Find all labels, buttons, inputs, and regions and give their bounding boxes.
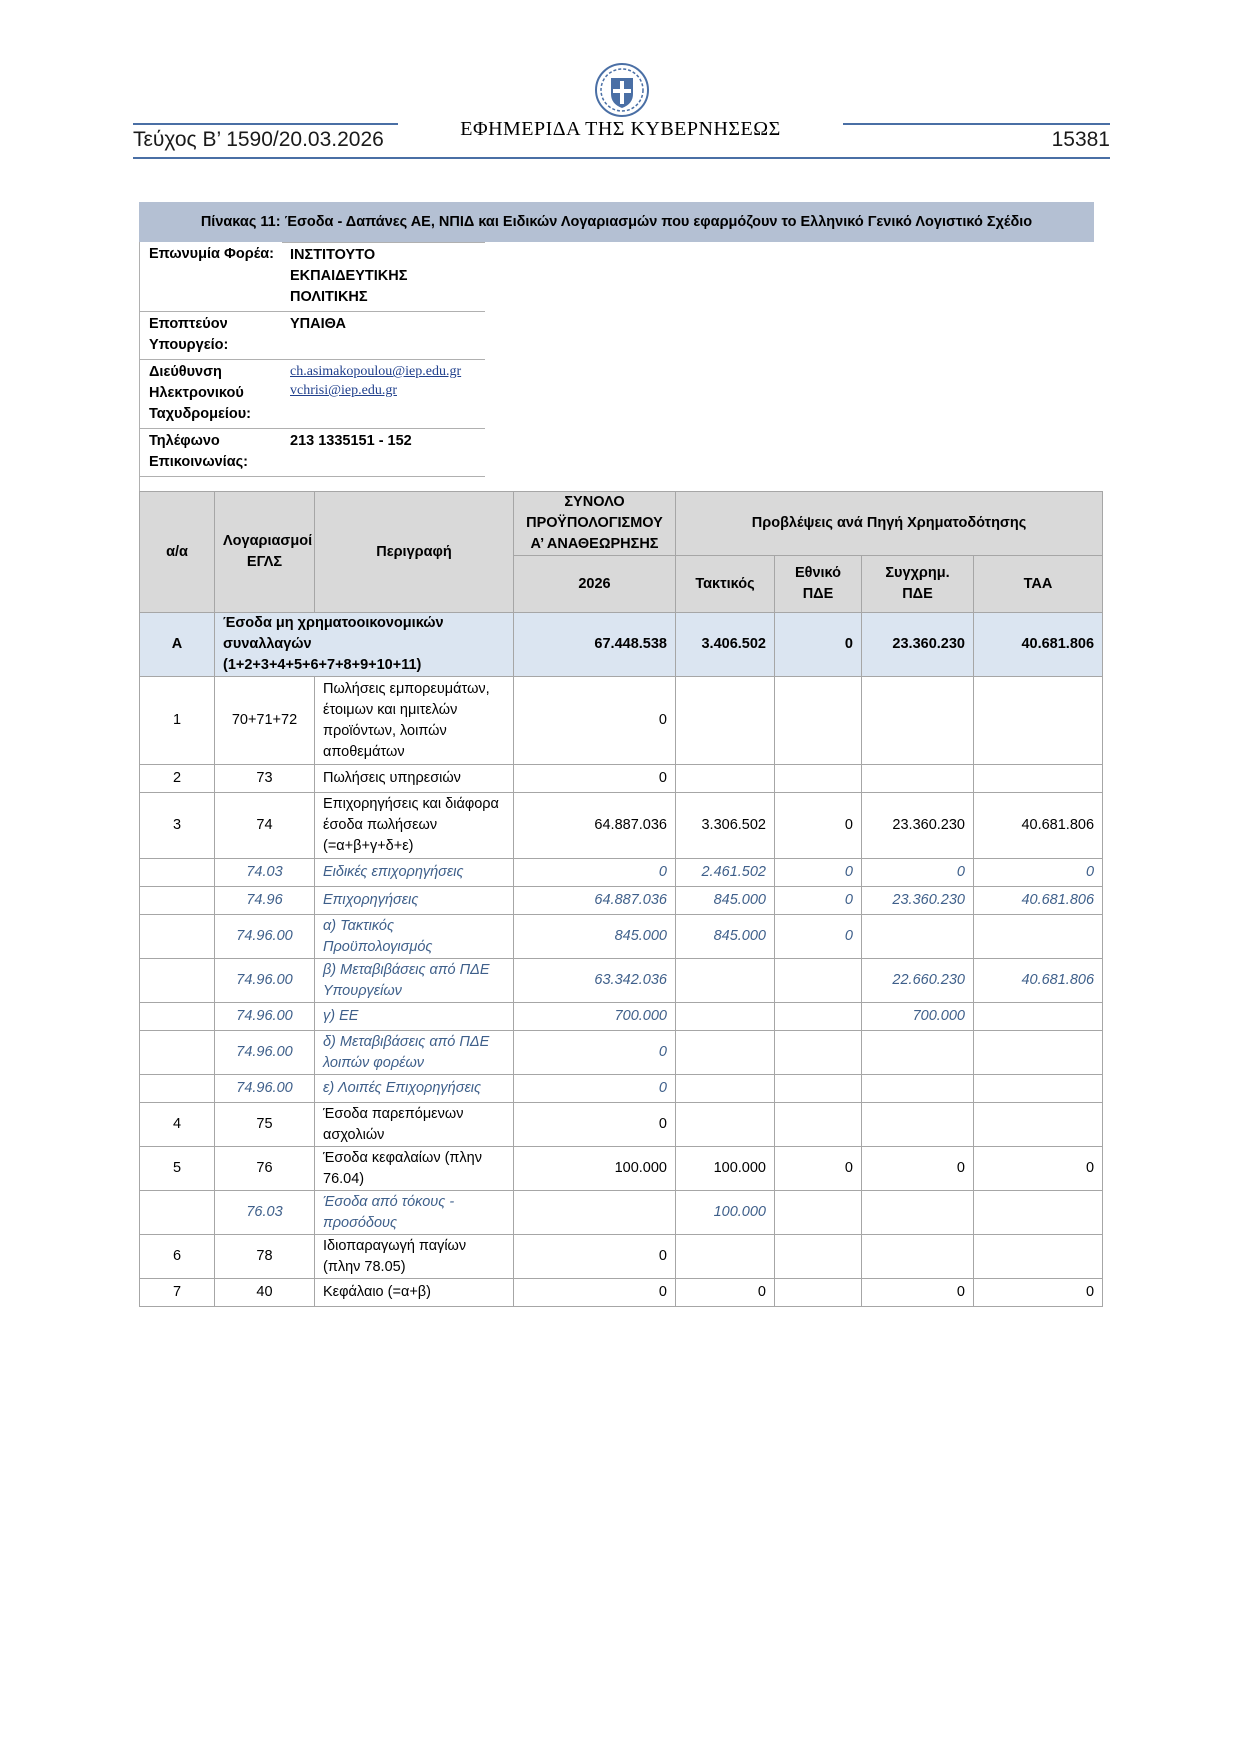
cell-aa: 1 <box>140 677 215 765</box>
cell-account: 76.03 <box>215 1191 315 1235</box>
column-header-cofunded-pde: Συγχρημ. ΠΔΕ <box>862 556 974 613</box>
table-row <box>140 1003 1103 1031</box>
info-row-phone <box>139 429 485 477</box>
table-row <box>140 1279 1103 1307</box>
cell-cofunded <box>862 1103 974 1147</box>
cell-account: 75 <box>215 1103 315 1147</box>
cell-regular: 2.461.502 <box>676 859 775 887</box>
cell-taa: 40.681.806 <box>974 613 1103 677</box>
cell-taa: 0 <box>974 1147 1103 1191</box>
cell-account: Έσοδα μη χρηματοοικονομικών συναλλαγών (1+2+3+4+5+6+7+8+9+10+11) <box>215 613 514 677</box>
cell-regular <box>676 1103 775 1147</box>
table-row <box>140 915 1103 959</box>
cell-cofunded <box>862 1191 974 1235</box>
cell-account: 74.96.00 <box>215 1003 315 1031</box>
cell-national <box>775 1075 862 1103</box>
cell-total: 64.887.036 <box>514 887 676 915</box>
column-header-accounts: Λογαριασμοί ΕΓΛΣ <box>215 492 315 613</box>
cell-total: 0 <box>514 1235 676 1279</box>
cell-taa: 40.681.806 <box>974 793 1103 859</box>
cell-regular <box>676 677 775 765</box>
table-row <box>140 959 1103 1003</box>
cell-national <box>775 1191 862 1235</box>
cell-national <box>775 765 862 793</box>
cell-aa <box>140 1031 215 1075</box>
cell-account: 73 <box>215 765 315 793</box>
cell-cofunded <box>862 1075 974 1103</box>
revenue-table <box>139 491 1103 1307</box>
cell-national <box>775 1103 862 1147</box>
cell-cofunded <box>862 915 974 959</box>
cell-account: 70+71+72 <box>215 677 315 765</box>
ministry-label: Εποπτεύον Υπουργείο: <box>149 316 229 353</box>
cell-cofunded: 0 <box>862 1147 974 1191</box>
cell-description: γ) ΕΕ <box>315 1003 514 1031</box>
entity-label: Επωνυμία Φορέα: <box>149 246 274 262</box>
cell-national <box>775 1235 862 1279</box>
cell-account: 74.96.00 <box>215 915 315 959</box>
cell-aa: 3 <box>140 793 215 859</box>
header-rule-bottom <box>133 157 1110 159</box>
cell-cofunded <box>862 1235 974 1279</box>
cell-cofunded: 0 <box>862 859 974 887</box>
info-row-entity <box>139 242 485 312</box>
cell-taa <box>974 1235 1103 1279</box>
column-header-taa: ΤΑΑ <box>974 556 1103 613</box>
cell-taa <box>974 1103 1103 1147</box>
cell-national: 0 <box>775 1147 862 1191</box>
cell-description: Έσοδα κεφαλαίων (πλην 76.04) <box>315 1147 514 1191</box>
phone-value: 213 1335151 - 152 <box>290 433 412 449</box>
cell-regular <box>676 1075 775 1103</box>
cell-description: Ιδιοπαραγωγή παγίων (πλην 78.05) <box>315 1235 514 1279</box>
cell-taa <box>974 677 1103 765</box>
cell-regular: 3.306.502 <box>676 793 775 859</box>
cell-aa: 7 <box>140 1279 215 1307</box>
cell-aa: 5 <box>140 1147 215 1191</box>
cell-aa: 4 <box>140 1103 215 1147</box>
cell-aa: Α <box>140 613 215 677</box>
cell-aa <box>140 915 215 959</box>
cell-account: 40 <box>215 1279 315 1307</box>
table-row <box>140 677 1103 765</box>
email-link-2[interactable]: vchrisi@iep.edu.gr <box>290 383 397 398</box>
cell-cofunded <box>862 765 974 793</box>
cell-total: 0 <box>514 1075 676 1103</box>
cell-taa <box>974 1031 1103 1075</box>
cell-national <box>775 1031 862 1075</box>
cell-description: ε) Λοιπές Επιχορηγήσεις <box>315 1075 514 1103</box>
cell-national: 0 <box>775 859 862 887</box>
cell-regular: 100.000 <box>676 1191 775 1235</box>
cell-account: 74.96.00 <box>215 1075 315 1103</box>
entity-info <box>139 242 485 477</box>
cell-aa <box>140 959 215 1003</box>
cell-national <box>775 959 862 1003</box>
table-row <box>140 887 1103 915</box>
info-row-ministry <box>139 312 485 360</box>
cell-description: Κεφάλαιο (=α+β) <box>315 1279 514 1307</box>
cell-taa <box>974 1075 1103 1103</box>
table-row <box>140 1147 1103 1191</box>
cell-national: 0 <box>775 613 862 677</box>
cell-description: β) Μεταβιβάσεις από ΠΔΕ Υπουργείων <box>315 959 514 1003</box>
cell-description: Έσοδα παρεπόμενων ασχολιών <box>315 1103 514 1147</box>
cell-account: 76 <box>215 1147 315 1191</box>
cell-regular: 0 <box>676 1279 775 1307</box>
entity-value: ΙΝΣΤΙΤΟΥΤΟ ΕΚΠΑΙΔΕΥΤΙΚΗΣ ΠΟΛΙΤΙΚΗΣ <box>282 242 485 311</box>
cell-description: Ειδικές επιχορηγήσεις <box>315 859 514 887</box>
cell-regular: 3.406.502 <box>676 613 775 677</box>
cell-cofunded: 23.360.230 <box>862 887 974 915</box>
cell-regular <box>676 1235 775 1279</box>
cell-account: 74.96 <box>215 887 315 915</box>
table-row <box>140 613 1103 677</box>
cell-taa: 0 <box>974 1279 1103 1307</box>
cell-total: 0 <box>514 1279 676 1307</box>
cell-taa: 40.681.806 <box>974 959 1103 1003</box>
page-number: 15381 <box>1051 128 1110 151</box>
column-header-description: Περιγραφή <box>315 492 514 613</box>
cell-national <box>775 677 862 765</box>
cell-aa <box>140 887 215 915</box>
cell-regular <box>676 1031 775 1075</box>
cell-total: 845.000 <box>514 915 676 959</box>
table-row <box>140 1103 1103 1147</box>
cell-aa <box>140 1191 215 1235</box>
cell-national: 0 <box>775 887 862 915</box>
cell-description: α) Τακτικός Προϋπολογισμός <box>315 915 514 959</box>
cell-regular: 845.000 <box>676 887 775 915</box>
cell-national: 0 <box>775 915 862 959</box>
cell-taa: 40.681.806 <box>974 887 1103 915</box>
cell-aa: 6 <box>140 1235 215 1279</box>
cell-cofunded <box>862 1031 974 1075</box>
cell-taa <box>974 1191 1103 1235</box>
column-header-national-pde: Εθνικό ΠΔΕ <box>775 556 862 613</box>
cell-total: 64.887.036 <box>514 793 676 859</box>
email-link-1[interactable]: ch.asimakopoulou@iep.edu.gr <box>290 364 462 379</box>
greek-coat-of-arms-icon <box>594 62 650 118</box>
cell-national: 0 <box>775 793 862 859</box>
cell-total: 0 <box>514 765 676 793</box>
info-row-email <box>139 360 485 429</box>
table-row <box>140 1235 1103 1279</box>
issue-reference: Τεύχος Β’ 1590/20.03.2026 <box>133 128 384 151</box>
cell-description: Επιχορηγήσεις και διάφορα έσοδα πωλήσεων (=α+β+γ+δ+ε) <box>315 793 514 859</box>
cell-regular <box>676 765 775 793</box>
column-header-regular: Τακτικός <box>676 556 775 613</box>
cell-national <box>775 1003 862 1031</box>
column-header-forecasts: Προβλέψεις ανά Πηγή Χρηματοδότησης <box>676 492 1103 556</box>
cell-account: 74 <box>215 793 315 859</box>
column-header-year: 2026 <box>514 556 676 613</box>
table-row <box>140 1191 1103 1235</box>
cell-national <box>775 1279 862 1307</box>
column-header-aa: α/α <box>140 492 215 613</box>
cell-total <box>514 1191 676 1235</box>
cell-aa <box>140 1075 215 1103</box>
cell-total: 67.448.538 <box>514 613 676 677</box>
cell-account: 78 <box>215 1235 315 1279</box>
ministry-value: ΥΠΑΙΘΑ <box>290 316 347 332</box>
gazette-title: ΕΦΗΜΕΡΙΔΑ ΤΗΣ ΚΥΒΕΡΝΗΣΕΩΣ <box>460 118 781 140</box>
cell-regular <box>676 1003 775 1031</box>
email-values <box>282 360 485 428</box>
cell-aa: 2 <box>140 765 215 793</box>
table-row <box>140 859 1103 887</box>
cell-cofunded: 0 <box>862 1279 974 1307</box>
cell-cofunded: 22.660.230 <box>862 959 974 1003</box>
cell-description: δ) Μεταβιβάσεις από ΠΔΕ λοιπών φορέων <box>315 1031 514 1075</box>
cell-taa: 0 <box>974 859 1103 887</box>
cell-taa <box>974 1003 1103 1031</box>
cell-description: Πωλήσεις υπηρεσιών <box>315 765 514 793</box>
cell-description: Έσοδα από τόκους - προσόδους <box>315 1191 514 1235</box>
cell-cofunded: 23.360.230 <box>862 613 974 677</box>
cell-total: 0 <box>514 859 676 887</box>
table-row <box>140 765 1103 793</box>
table-row <box>140 1075 1103 1103</box>
cell-cofunded <box>862 677 974 765</box>
cell-total: 0 <box>514 677 676 765</box>
phone-label: Τηλέφωνο Επικοινωνίας: <box>149 433 248 470</box>
table-row <box>140 1031 1103 1075</box>
cell-total: 700.000 <box>514 1003 676 1031</box>
cell-description: Πωλήσεις εμπορευμάτων, έτοιμων και ημιτελών προϊόντων, λοιπών αποθεμάτων <box>315 677 514 765</box>
cell-total: 63.342.036 <box>514 959 676 1003</box>
table-row <box>140 793 1103 859</box>
cell-account: 74.96.00 <box>215 959 315 1003</box>
cell-taa <box>974 915 1103 959</box>
cell-regular <box>676 959 775 1003</box>
cell-regular: 845.000 <box>676 915 775 959</box>
table-title: Πίνακας 11: Έσοδα - Δαπάνες ΑΕ, ΝΠΙΔ και Ειδικών Λογαριασμών που εφαρμόζουν το Ελληνικό Γενικό Λογιστικό Σχέδιο <box>139 202 1094 242</box>
cell-total: 0 <box>514 1103 676 1147</box>
email-label: Διεύθυνση Ηλεκτρονικού Ταχυδρομείου: <box>149 364 252 422</box>
cell-taa <box>974 765 1103 793</box>
cell-cofunded: 700.000 <box>862 1003 974 1031</box>
cell-account: 74.96.00 <box>215 1031 315 1075</box>
cell-aa <box>140 859 215 887</box>
cell-total: 100.000 <box>514 1147 676 1191</box>
cell-account: 74.03 <box>215 859 315 887</box>
cell-total: 0 <box>514 1031 676 1075</box>
cell-regular: 100.000 <box>676 1147 775 1191</box>
cell-cofunded: 23.360.230 <box>862 793 974 859</box>
column-header-total: ΣΥΝΟΛΟ ΠΡΟΫΠΟΛΟΓΙΣΜΟΥ Α’ ΑΝΑΘΕΩΡΗΣΗΣ <box>514 492 676 556</box>
cell-description: Επιχορηγήσεις <box>315 887 514 915</box>
cell-aa <box>140 1003 215 1031</box>
